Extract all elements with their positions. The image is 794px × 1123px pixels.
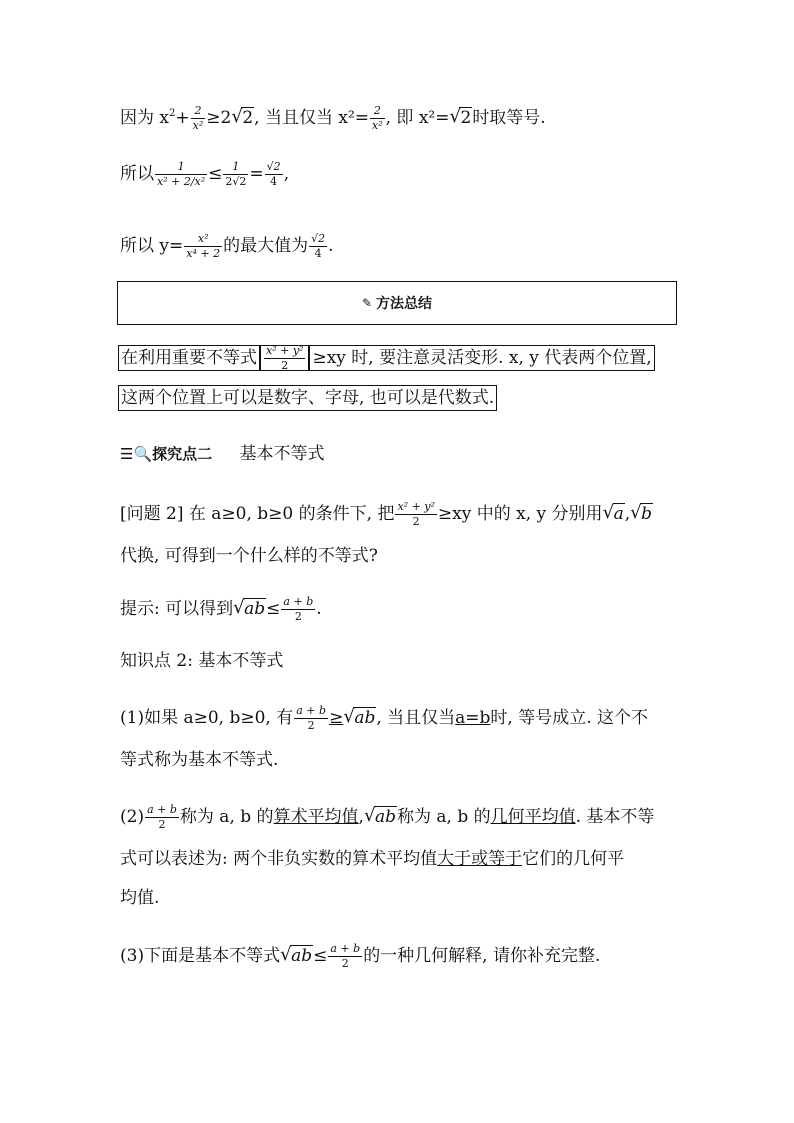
numerator: x²: [184, 232, 222, 247]
radicand: a: [613, 503, 624, 524]
denominator: 2: [158, 817, 166, 831]
text: ≥xy 中的 x, y 分别用: [437, 503, 603, 524]
numerator: 2: [191, 104, 206, 119]
knowledge-p2-line-2: [120, 851, 624, 868]
method-summary-header: [117, 281, 677, 325]
text: 式可以表述为: 两个非负实数的算术平均值: [120, 849, 438, 869]
text: ≥xy 时, 要注意灵活变形. x, y 代表两个位置,: [312, 347, 652, 368]
denominator: x²: [192, 118, 204, 132]
numerator: x² + y²: [266, 344, 304, 357]
proof-line-3: [120, 232, 334, 261]
text: ,: [624, 503, 631, 524]
radicand: ab: [374, 806, 396, 827]
search-icon: ☰🔍: [120, 445, 153, 463]
summary-line-1: [118, 344, 655, 373]
text: ,: [358, 806, 364, 827]
text: , 当且仅当 x²=: [254, 107, 369, 128]
numerator: a + b: [296, 704, 327, 717]
numerator: a + b: [147, 803, 177, 816]
hint-line: [120, 595, 322, 624]
question-2-line-2: 代换, 可得到一个什么样的不等式?: [120, 546, 378, 566]
radicand: ab: [244, 598, 266, 619]
sqrt: [364, 806, 397, 827]
text: .: [316, 598, 322, 619]
proof-line-1: [120, 104, 546, 133]
text: =: [249, 163, 264, 184]
section-label: 探究点二: [152, 445, 213, 463]
denominator: x⁴ + 2: [186, 246, 221, 260]
numerator: 2: [370, 104, 385, 119]
text: +: [175, 107, 190, 128]
radicand: ab: [354, 707, 376, 728]
sqrt: [603, 503, 625, 524]
numerator: 1: [223, 160, 248, 175]
pen-icon: ✎: [361, 296, 373, 310]
numerator: √2: [311, 232, 326, 245]
text: 所以 y=: [120, 235, 184, 256]
proof-line-2: [120, 160, 289, 189]
text: 所以: [120, 163, 154, 184]
text: (3)下面是基本不等式: [120, 945, 281, 966]
fraction: [223, 160, 248, 189]
denominator: x²: [372, 118, 383, 132]
blank-answer: a=b: [455, 707, 491, 728]
knowledge-p2-line-1: [120, 803, 654, 832]
fraction: [281, 595, 315, 624]
text: . 基本不等: [575, 806, 655, 827]
fraction: [328, 942, 362, 971]
numerator: √2: [266, 160, 281, 173]
radicand: 2: [460, 107, 472, 128]
fraction: [155, 160, 207, 189]
numerator: 1: [155, 160, 207, 175]
knowledge-p1-line-1: [120, 704, 648, 733]
text: ≥2: [206, 107, 232, 128]
sqrt: [343, 707, 376, 728]
knowledge-p1-line-2: 等式称为基本不等式.: [120, 750, 279, 770]
sqrt: [630, 503, 653, 524]
text: 称为 a, b 的: [396, 806, 491, 827]
text: .: [328, 235, 334, 256]
summary-box-segment: [260, 345, 309, 371]
text: 时取等号.: [472, 107, 546, 128]
knowledge-title: 知识点 2: 基本不等式: [120, 651, 284, 671]
fraction: [264, 344, 305, 373]
text: ≤: [313, 945, 328, 966]
text: 的最大值为: [223, 235, 309, 256]
text: , 当且仅当: [376, 707, 456, 728]
text: 提示: 可以得到: [120, 598, 234, 619]
text: ≤: [266, 598, 281, 619]
denominator: 2: [281, 358, 289, 372]
numerator: a + b: [330, 942, 361, 955]
summary-box-segment: [309, 345, 654, 371]
denominator: 2√2: [225, 174, 247, 188]
sqrt: [233, 598, 266, 619]
radicand: ab: [291, 945, 313, 966]
fraction: [294, 704, 328, 733]
fraction: [265, 160, 283, 189]
fraction: [309, 232, 327, 261]
summary-text: 这两个位置上可以是数字、字母, 也可以是代数式.: [118, 385, 497, 411]
knowledge-p3-line: [120, 942, 600, 971]
radicand: 2: [242, 107, 254, 128]
blank-answer: 算术平均值: [273, 806, 359, 827]
fraction: [184, 232, 222, 261]
text: 它们的几何平: [522, 849, 625, 869]
text: , 即 x²=: [385, 107, 450, 128]
text: 因为 x: [120, 107, 169, 128]
section-heading: [120, 446, 325, 463]
fraction: [145, 803, 179, 832]
text: ≥: [329, 707, 344, 728]
knowledge-p2-line-3: 均值.: [120, 888, 160, 908]
text: 在利用重要不等式: [121, 347, 257, 368]
sqrt: [280, 945, 313, 966]
text: (1)如果 a≥0, b≥0, 有: [120, 707, 294, 728]
blank-answer: 大于或等于: [437, 849, 523, 869]
fraction: [395, 500, 436, 529]
summary-box-segment: [118, 345, 260, 371]
text: 称为 a, b 的: [179, 806, 274, 827]
numerator: x² + y²: [397, 500, 435, 513]
text: [问题 2] 在 a≥0, b≥0 的条件下, 把: [120, 503, 395, 524]
text: ,: [283, 163, 290, 184]
denominator: x² + 2/x²: [157, 174, 206, 188]
text: 的一种几何解释, 请你补充完整.: [363, 945, 601, 966]
summary-title: 方法总结: [376, 296, 433, 312]
sqrt: [231, 107, 254, 128]
denominator: 4: [314, 246, 322, 260]
radicand: b: [641, 503, 652, 524]
denominator: 2: [412, 514, 420, 528]
text: 时, 等号成立. 这个不: [490, 707, 649, 728]
denominator: 2: [341, 956, 349, 970]
numerator: a + b: [283, 595, 314, 608]
text: ≤: [208, 163, 223, 184]
fraction: [191, 104, 206, 133]
summary-line-2: [118, 390, 497, 407]
exponent: 2: [169, 108, 176, 120]
section-title: 基本不等式: [239, 444, 325, 464]
question-2-line-1: [120, 500, 653, 529]
fraction: [370, 104, 385, 133]
sqrt: [449, 107, 472, 128]
denominator: 2: [307, 718, 315, 732]
denominator: 2: [294, 609, 302, 623]
blank-answer: 几何平均值: [490, 806, 576, 827]
text: (2): [120, 806, 145, 827]
denominator: 4: [270, 174, 278, 188]
